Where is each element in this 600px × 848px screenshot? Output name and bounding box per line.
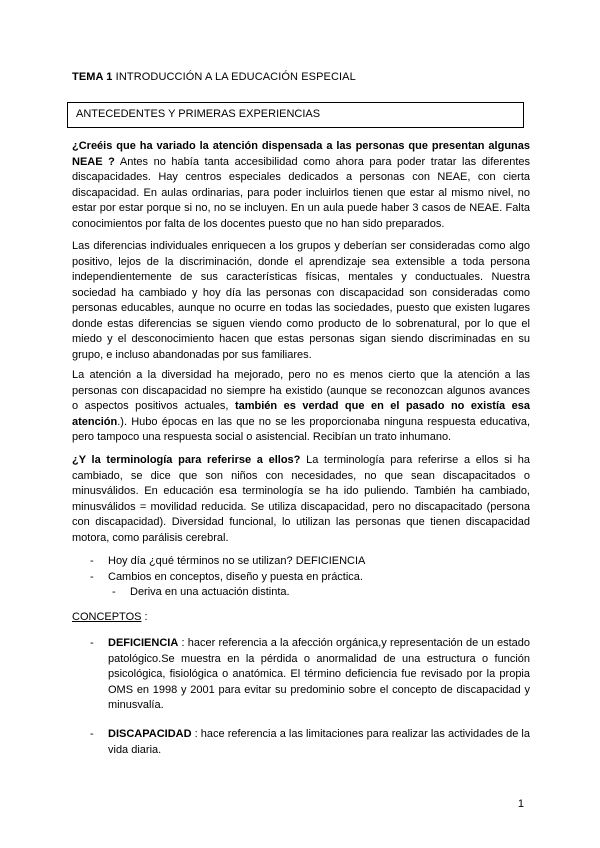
answer-terminologia: La terminología para referirse a ellos si ha cambiado, se dice que son niños con necesidades, no que sean discapacitados o minusválidos. En educación esa terminología se ha ido puliendo. También ha cambiado, minusválidos = movilidad reducida. Se utiliza discapacidad, pero no discapacitado (persona con discapacidad). Diversidad funcional, lo utilizan las personas que tienen discapacidad motora, como parálisis cerebral.	[72, 454, 531, 544]
question-neae: ¿Creéis que ha variado la atención dispensada a las personas que presentan algunas NEAE ?	[72, 140, 530, 168]
paragraph-diferencias	[72, 239, 530, 363]
conceptos-heading	[72, 610, 530, 626]
concept-term: DEFICIENCIA	[108, 637, 179, 649]
conceptos-label: CONCEPTOS	[72, 611, 142, 623]
paragraph-neae	[72, 139, 530, 232]
list-item: - Hoy día ¿qué términos no se utilizan? DEFICIENCIA	[72, 554, 530, 570]
answer-neae: Antes no había tanta accesibilidad como ahora para poder tratar las diferentes discapacidades. Hay centros especiales dedicados a personas con NEAE, con cierta discapacidad. En aulas ordinarias, para poder incluirlos tienen que estar al mismo nivel, no estar por estar porque si no, no se incluyen. En un aula puede haber 3 casos de NEAE. Falta conocimientos por falta de los docentes puesto que no han sido preparados.	[72, 155, 530, 230]
paragraph-terminologia	[72, 453, 530, 546]
page-title	[72, 71, 356, 83]
atencion-text-a: La atención a la diversidad ha mejorado, pero no es menos cierto que la atención a las personas con discapacidad no siempre ha existido (aunque se reconozcan algunos avances o aspectos positivos actuales,	[72, 369, 530, 412]
sublist-item: - Deriva en una actuación distinta.	[72, 585, 530, 601]
concept-deficiencia: - DEFICIENCIA : hacer referencia a la afección orgánica,y representación de un estado patológico.Se muestra en la pérdida o anormalidad de una estructura o función psicológica, fisiológica o anatómica. El término deficiencia fue revisado por la propia OMS en 1998 y 2001 para evitar su predominio sobre el concepto de discapacidad y minusvalía.	[90, 637, 530, 711]
concept-definition: : hacer referencia a la afección orgánica,y representación de un estado patológico.Se muestra en la pérdida o anormalidad de una estructura o función psicológica, fisiológica o anatómica. El término deficiencia fue revisado por la propia OMS en 1998 y 2001 para evitar su predominio sobre el concepto de discapacidad y minusvalía.	[108, 637, 530, 711]
concept-definition: : hace referencia a las limitaciones para realizar las actividades de la vida diaria.	[108, 728, 530, 756]
bullet-list	[72, 554, 530, 601]
title-rest: INTRODUCCIÓN A LA EDUCACIÓN ESPECIAL	[112, 71, 356, 83]
atencion-bold: también es verdad que en el pasado no existía esa atención	[72, 400, 530, 428]
page-number: 1	[517, 798, 524, 810]
text-diferencias: Las diferencias individuales enriquecen a los grupos y deberían ser consideradas como algo positivo, lejos de la discriminación, donde el aprendizaje sea extensible a toda persona independientemente de sus características físicas, mentales y conductuales. Nuestra sociedad ha cambiado y hoy día las personas con discapacidad son consideradas como personas educables, aunque no ocurre en todas las sociedades, puesto que existen lugares donde estas diferencias se siguen viendo como producto de lo sobrenatural, por lo que el miedo y el desconocimiento hacen que estas personas sigan siendo discriminadas en su grupo, e incluso abandonadas por sus familiares.	[72, 240, 530, 361]
question-terminologia: ¿Y la terminología para referirse a ellos?	[72, 454, 301, 466]
concept-term: DISCAPACIDAD	[108, 728, 192, 740]
concept-discapacidad: - DISCAPACIDAD : hace referencia a las limitaciones para realizar las actividades de la vida diaria.	[90, 728, 530, 756]
paragraph-atencion	[72, 368, 530, 446]
title-bold: TEMA 1	[72, 71, 113, 83]
list-item: - Cambios en conceptos, diseño y puesta en práctica.	[72, 570, 530, 586]
section-box: ANTECEDENTES Y PRIMERAS EXPERIENCIAS	[67, 102, 524, 128]
conceptos-colon: :	[141, 611, 148, 623]
atencion-text-b: .). Hubo épocas en las que no se les proporcionaba ninguna respuesta educativa, pero tampoco una respuesta social o asistencial. Recibían un trato inhumano.	[72, 415, 530, 443]
